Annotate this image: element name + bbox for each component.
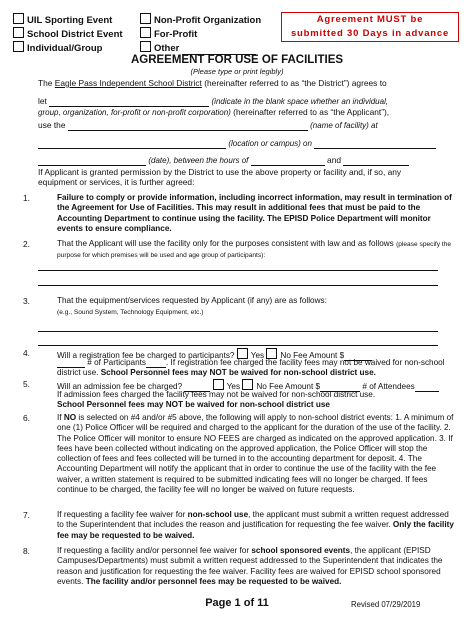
option-label: Individual/Group <box>27 43 103 54</box>
option-label: School District Event <box>27 29 123 40</box>
option-label: UIL Sporting Event <box>27 15 113 26</box>
item-8-bold1: school sponsored events <box>251 546 351 555</box>
and-word: and <box>327 155 342 165</box>
participants-input[interactable] <box>57 358 85 368</box>
registration-note: . If registration fee charged the facility fees may not be waived for non-school district use. <box>57 358 445 378</box>
item-6-text <box>57 413 455 495</box>
date-hint: (date), between the hours of <box>148 156 249 165</box>
item-7-text <box>57 510 455 541</box>
item-2-hint: (please specify the purpose for which premises will be used and age group of participants): <box>57 241 452 260</box>
item-7-pre: If requesting a facility fee waiver for <box>57 510 186 519</box>
item-1-number: 1. <box>23 193 30 203</box>
item-5-line-2: If admission fees charged the facility fees may not be waived for non-school district use. <box>57 390 376 399</box>
participants-label: # of Participants <box>87 358 146 367</box>
item-8-mid: , the applicant (EPISD Campuses/Departments) must submit a written request addressed to the Superintendent that indicates the reason and justification for requesting the fee waiver. Facility fees are waived for EPISD school sponsored events. <box>57 546 443 586</box>
equipment-line-2[interactable] <box>38 345 438 346</box>
registration-bold-note: School Personnel fees may NOT be waived for non-school district use. <box>100 368 376 378</box>
for-profit-option[interactable] <box>140 27 261 41</box>
page-number: Page 1 of 11 <box>205 597 269 609</box>
location-input[interactable] <box>38 139 226 149</box>
item-4-number: 4. <box>23 348 30 358</box>
item-6-mid: is selected on #4 and/or #5 above, the following will apply to non-school district events: <box>78 413 393 422</box>
item-8-text <box>57 546 455 587</box>
start-time-input[interactable] <box>251 156 325 166</box>
applicant-input[interactable] <box>49 97 209 107</box>
applicant-hint-2: group, organization, for-profit or non-profit corporation) <box>38 108 231 117</box>
fee-amount-label: Fee Amount $ <box>269 382 321 391</box>
registration-question: Will a registration fee be charged to participants? <box>57 351 235 360</box>
option-label: Other <box>154 43 180 54</box>
item-2-number: 2. <box>23 239 30 249</box>
item-8-pre: If requesting a facility and/or personnel fee waiver for <box>57 546 250 555</box>
intro-line-6 <box>38 155 409 166</box>
checkbox[interactable] <box>140 13 151 24</box>
other-option[interactable] <box>140 41 261 55</box>
item-7-bold1: non-school use <box>187 510 249 519</box>
item-8-number: 8. <box>23 546 30 556</box>
applicant-hint: (indicate in the blank space whether an individual, <box>211 97 389 106</box>
admission-yes-checkbox[interactable] <box>213 379 224 390</box>
intro-line-3 <box>38 107 389 118</box>
no-label: No <box>280 351 291 360</box>
facility-input[interactable] <box>68 121 308 131</box>
item-6-number: 6. <box>23 413 30 423</box>
item-6-no: NO <box>63 413 77 422</box>
uil-sporting-event-option[interactable] <box>13 13 123 27</box>
intro-use-the: use the <box>38 120 66 130</box>
location-date-input[interactable] <box>314 139 436 149</box>
page-subtitle: (Please type or print legibly) <box>190 67 284 76</box>
end-time-input[interactable] <box>343 156 409 166</box>
checkbox[interactable] <box>140 27 151 38</box>
notice-line-2: submitted 30 Days in advance <box>290 28 450 39</box>
intro-line-5 <box>38 138 436 149</box>
fee-amount-label: Fee Amount $ <box>293 351 345 360</box>
applicant-ref: (hereinafter referred to as “the Applicant”), <box>233 107 390 117</box>
equipment-line-1[interactable] <box>38 331 438 332</box>
item-2-main: That the Applicant will use the facility only for the purposes consistent with law and as follows <box>57 239 394 248</box>
non-profit-option[interactable] <box>140 13 261 27</box>
location-hint: (location or campus) on <box>228 139 312 148</box>
checkbox[interactable] <box>140 41 151 52</box>
no-label: No <box>256 382 267 391</box>
item-3-text: That the equipment/services requested by Applicant (if any) are as follows: <box>57 296 327 305</box>
item-5-number: 5. <box>23 379 30 389</box>
admission-question: Will an admission fee be charged? <box>57 382 183 391</box>
checkbox[interactable] <box>13 27 24 38</box>
item-7-mid: , the applicant must submit a written request addressed to the Superintendent that includes the reason and justification for requesting the fee waiver. <box>57 510 449 530</box>
purpose-line-2[interactable] <box>38 285 438 286</box>
school-district-event-option[interactable] <box>13 27 123 41</box>
item-1-text: Failure to comply or provide information, including incorrect information, may result in termination of the Agreement for Use of Facilities. This may result in additional fees that must be paid to the Accounting Department to continue using the facility. The EPISD Police Department will monitor events to ensure compliance. <box>57 193 452 233</box>
item-7-number: 7. <box>23 510 30 520</box>
intro-the: The <box>38 78 53 88</box>
checkbox[interactable] <box>13 13 24 24</box>
item-8-bold2: The facility and/or personnel fees may be requested to be waived. <box>85 576 342 586</box>
item-6-body: 1. A minimum of one (1) Police Officer will be required and charged to the applicant for the duration of the use of the facility. 2. The Police Officer will monitor to ensure NO FEES are charged as indicated on the approved application. 3. If fees have been collected without indicating on the approved application, the Police Officer will stop the collection of fees and fees collected will be turned in to the accounting department for deposit. 4. The Accounting Department will notify the applicant that in order to continue the use of the facility with the fee waiver, a written statement is required to be submitted indicating fees will no longer be charged. If fees continue to be charged, the facility fee will no longer be waived on future requests. <box>57 413 454 495</box>
item-5-bold-note: School Personnel fees may NOT be waived for non-school district use <box>57 400 330 409</box>
intro-suffix: (hereinafter referred to as “the District”) agrees to <box>204 78 387 88</box>
participants-count-input[interactable] <box>146 358 166 368</box>
yes-label: Yes <box>226 382 241 391</box>
notice-line-1: Agreement MUST be <box>316 14 424 25</box>
purpose-line-1[interactable] <box>38 270 438 271</box>
facility-hint: (name of facility) at <box>310 121 378 130</box>
checkbox-group-left <box>13 13 123 55</box>
checkbox-group-right <box>140 13 261 55</box>
district-name-field[interactable]: Eagle Pass Independent School District <box>54 78 202 88</box>
intro-let: let <box>38 96 47 106</box>
page-title: AGREEMENT FOR USE OF FACILITIES <box>130 54 344 66</box>
intro-paragraph: If Applicant is granted permission by the District to use the above property or facility and, if so, any equipment or services, it is further agreed: <box>38 167 402 188</box>
item-3-hint: (e.g., Sound System, Technology Equipment, etc.) <box>57 309 204 316</box>
date-input[interactable] <box>38 156 146 166</box>
item-2-text <box>57 239 455 262</box>
item-6-pre: If <box>57 413 62 422</box>
admission-no-checkbox[interactable] <box>242 379 253 390</box>
deadline-notice <box>281 12 459 42</box>
intro-line-2 <box>38 96 458 107</box>
intro-line-4 <box>38 120 378 131</box>
option-label: For-Profit <box>154 29 198 40</box>
yes-label: Yes <box>250 351 265 360</box>
checkbox[interactable] <box>13 41 24 52</box>
item-3-number: 3. <box>23 296 30 306</box>
attendees-label: # of Attendees <box>362 382 415 391</box>
individual-group-option[interactable] <box>13 41 123 55</box>
item-7-bold2: Only the facility fee may be requested to be waived. <box>57 520 454 540</box>
option-label: Non-Profit Organization <box>154 15 262 26</box>
item-4-line-2 <box>57 358 457 379</box>
revision-date: Revised 07/29/2019 <box>351 600 421 609</box>
intro-line-1 <box>38 78 387 88</box>
